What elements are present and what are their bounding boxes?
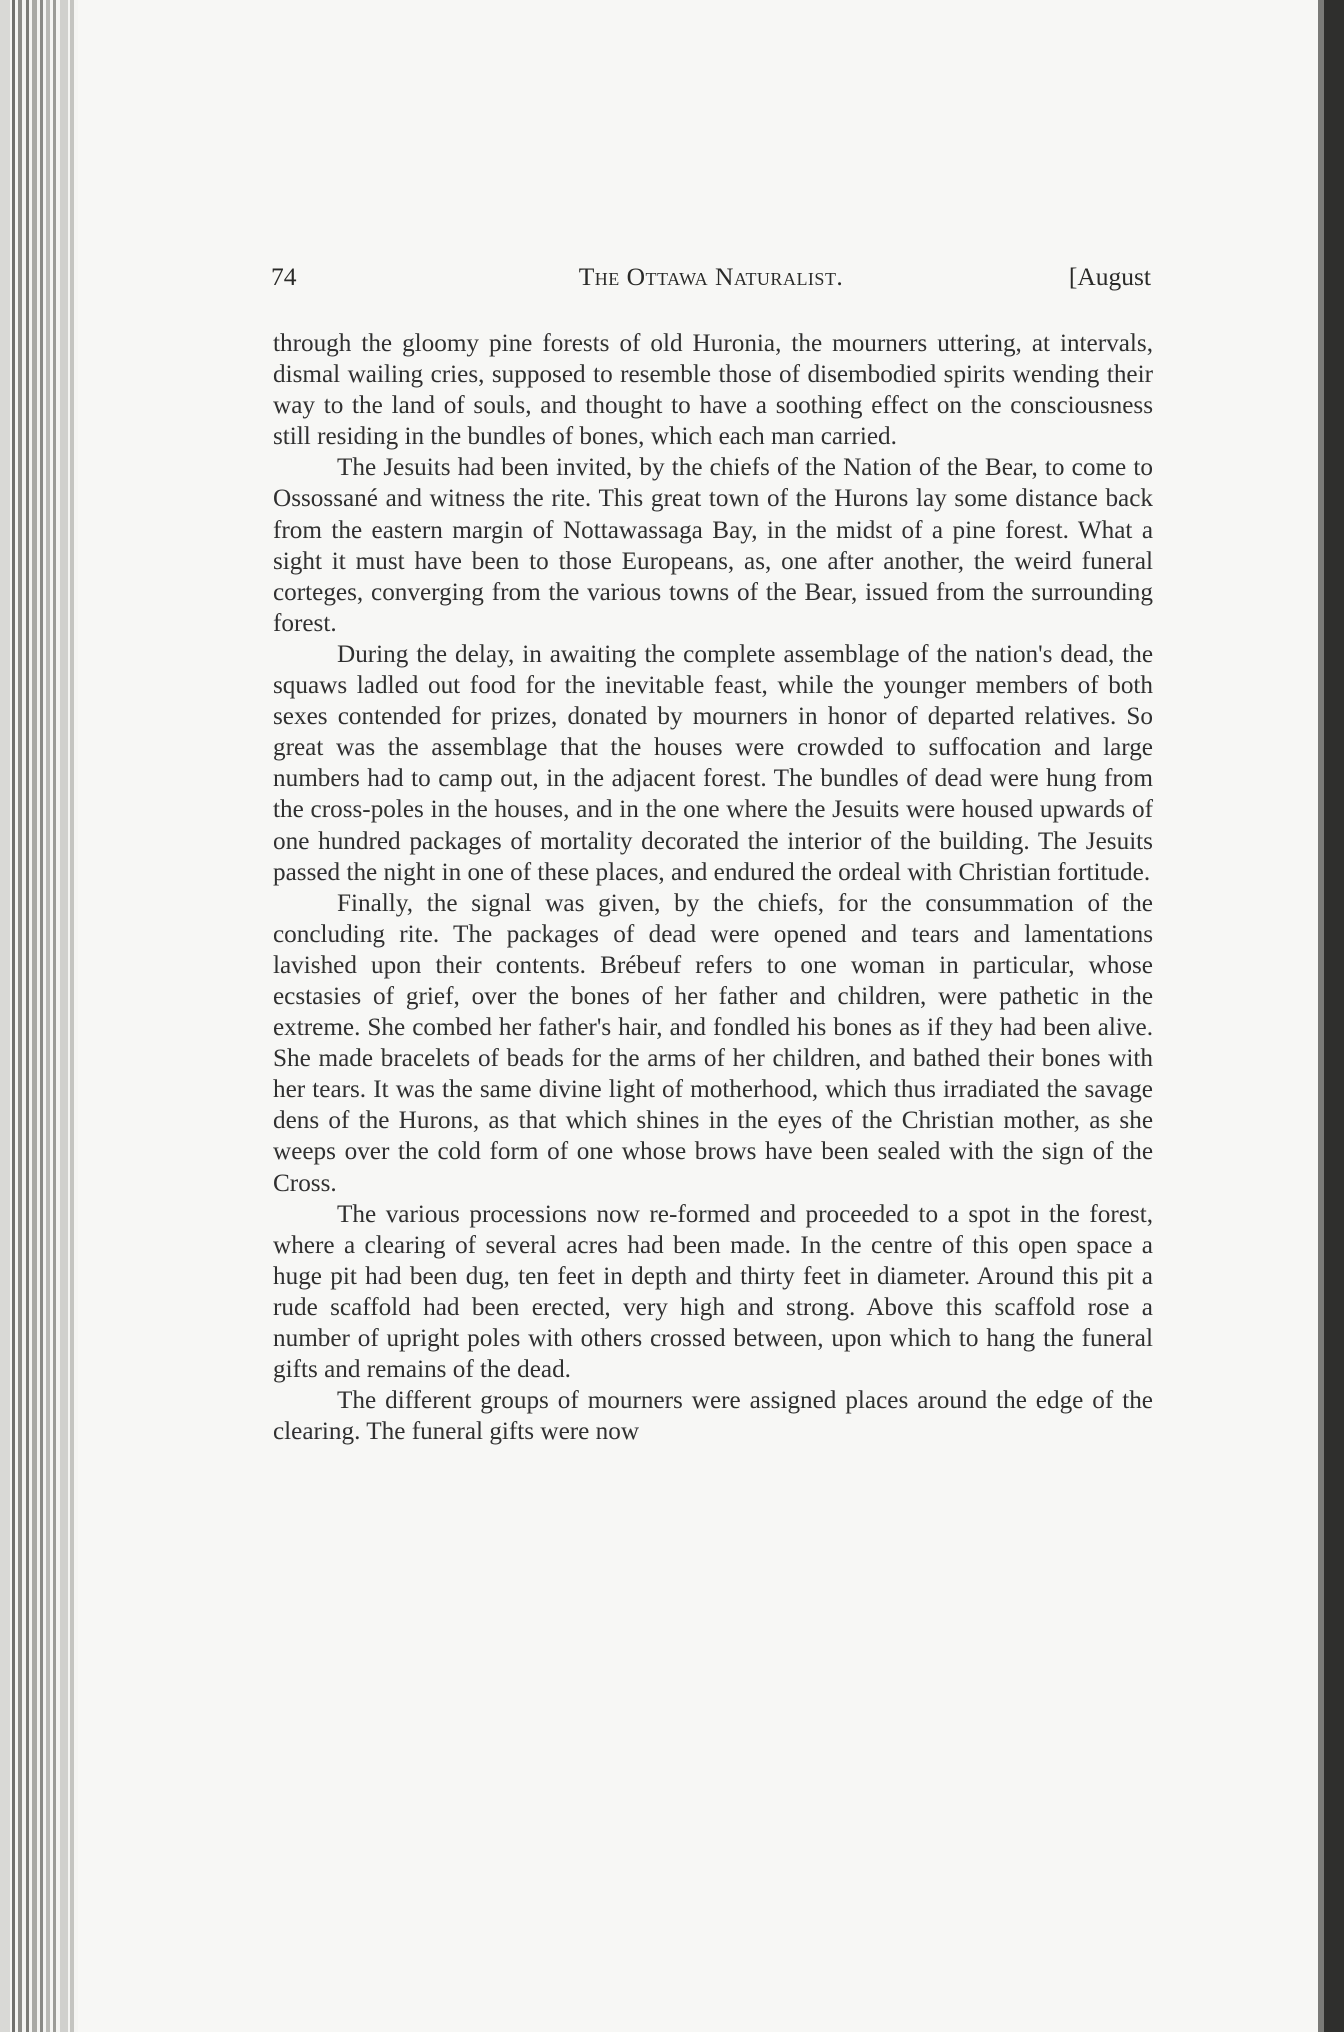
paragraph: through the gloomy pine forests of old Huronia, the mourners uttering, at intervals, dismal wailing cries, supposed to resemble those of disembodied spirits wending their way to the land of souls, and thought to have a soothing effect on the consciousness still residing in the bundles of bones, which each man carried.	[273, 330, 1153, 451]
issue-month: [August	[1068, 262, 1151, 291]
binding-edge	[40, 0, 43, 2032]
paragraph: Finally, the signal was given, by the chiefs, for the consummation of the concluding rite. The packages of dead were opened and tears and lamentations lavished upon their contents. Brébeuf refers to one woman in particular, whose ecstasies of grief, over the bones of her father and children, were pathetic in the extreme. She combed her father's hair, and fondled his bones as if they had been alive. She made bracelets of beads for the arms of her children, and bathed their bones with her tears. It was the same divine light of motherhood, which thus irradiated the savage dens of the Hurons, as that which shines in the eyes of the Christian mother, as she weeps over the cold form of one whose brows have been sealed with the sign of the Cross.	[273, 889, 1153, 1197]
journal-title: The Ottawa Naturalist.	[578, 262, 844, 291]
running-header	[271, 262, 1151, 302]
binding-edge	[0, 0, 10, 2032]
binding-edge	[26, 0, 29, 2032]
article-body	[273, 328, 1153, 1447]
binding-edge	[46, 0, 50, 2032]
paragraph: The various processions now re-formed and proceeded to a spot in the forest, where a clearing of several acres had been made. In the centre of this open space a huge pit had been dug, ten feet in depth and thirty feet in diameter. Around this pit a rude scaffold had been erected, very high and strong. Above this scaffold rose a number of upright poles with others crossed between, upon which to hang the funeral gifts and remains of the dead.	[273, 1200, 1153, 1384]
page-number: 74	[271, 262, 297, 291]
paragraph: The Jesuits had been invited, by the chiefs of the Nation of the Bear, to come to Ossossané and witness the rite. This great town of the Hurons lay some distance back from the eastern margin of Nottawassaga Bay, in the midst of a pine forest. What a sight it must have been to those Europeans, as, one after another, the weird funeral corteges, converging from the various towns of the Bear, issued from the surrounding forest.	[273, 454, 1153, 637]
binding-edge	[12, 0, 15, 2032]
binding-edge	[53, 0, 56, 2032]
right-border	[1324, 0, 1344, 2032]
paragraph: During the delay, in awaiting the complete assemblage of the nation's dead, the squaws ladled out food for the inevitable feast, while the younger members of both sexes contended for prizes, donated by mourners in honor of departed relatives. So great was the assemblage that the houses were crowded to suffocation and large numbers had to camp out, in the adjacent forest. The bundles of dead were hung from the cross-poles in the houses, and in the one where the Jesuits were housed upwards of one hundred packages of mortality decorated the interior of the building. The Jesuits passed the night in one of these places, and endured the ordeal with Christian fortitude.	[273, 640, 1153, 886]
binding-edge	[32, 0, 37, 2032]
binding-edge	[60, 0, 68, 2032]
binding-edge	[18, 0, 22, 2032]
binding-edge	[70, 0, 74, 2032]
paragraph: The different groups of mourners were assigned places around the edge of the clearing. The funeral gifts were now	[273, 1387, 1153, 1446]
